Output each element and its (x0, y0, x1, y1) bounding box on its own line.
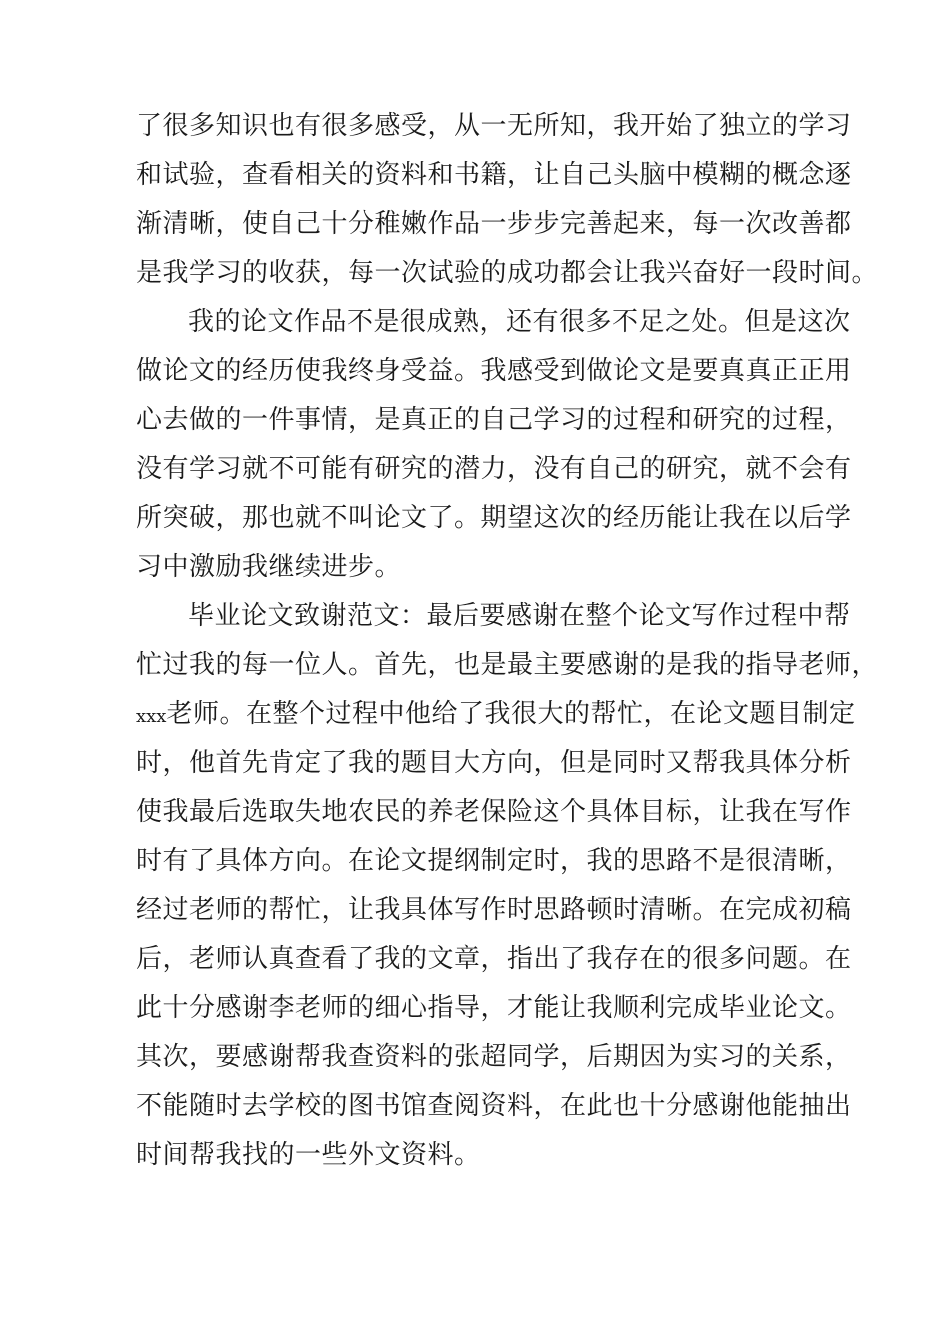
paragraph-line: 不能随时去学校的图书馆查阅资料，在此也十分感谢他能抽出 (136, 1091, 852, 1121)
paragraph-line: 后，老师认真查看了我的文章，指出了我存在的很多问题。在 (136, 944, 852, 974)
document-body (136, 102, 879, 1180)
paragraph-line: 心去做的一件事情，是真正的自己学习的过程和研究的过程， (136, 405, 852, 435)
paragraph-line: 没有学习就不可能有研究的潜力，没有自己的研究，就不会有 (136, 454, 852, 484)
paragraph-line: 时有了具体方向。在论文提纲制定时，我的思路不是很清晰， (136, 846, 852, 876)
paragraph-line: 时间帮我找的一些外文资料。 (136, 1140, 481, 1170)
paragraph-first-line: 毕业论文致谢范文：最后要感谢在整个论文写作过程中帮 (188, 601, 851, 631)
paragraph-line: 渐清晰，使自己十分稚嫩作品一步步完善起来，每一次改善都 (136, 209, 852, 239)
paragraph-line: 做论文的经历使我终身受益。我感受到做论文是要真真正正用 (136, 356, 852, 386)
paragraph-line: 使我最后选取失地农民的养老保险这个具体目标，让我在写作 (136, 797, 852, 827)
paragraph-line: 经过老师的帮忙，让我具体写作时思路顿时清晰。在完成初稿 (136, 895, 852, 925)
paragraph-line: 忙过我的每一位人。首先，也是最主要感谢的是我的指导老师， (136, 650, 879, 680)
paragraph-line (136, 690, 856, 739)
paragraph-line: 其次，要感谢帮我查资料的张超同学，后期因为实习的关系， (136, 1042, 852, 1072)
paragraph-line: 和试验，查看相关的资料和书籍，让自己头脑中模糊的概念逐 (136, 160, 852, 190)
paragraph-line: 此十分感谢李老师的细心指导，才能让我顺利完成毕业论文。 (136, 993, 852, 1023)
paragraph-first-line: 我的论文作品不是很成熟，还有很多不足之处。但是这次 (188, 307, 851, 337)
paragraph-line: 是我学习的收获，每一次试验的成功都会让我兴奋好一段时间。 (136, 258, 879, 288)
paragraph-line: 了很多知识也有很多感受，从一无所知，我开始了独立的学习 (136, 111, 852, 141)
paragraph-line: 习中激励我继续进步。 (136, 552, 402, 582)
paragraph-line: 时，他首先肯定了我的题目大方向，但是同时又帮我具体分析 (136, 748, 852, 778)
placeholder-name: xxx (136, 706, 167, 727)
paragraph-line: 所突破，那也就不叫论文了。期望这次的经历能让我在以后学 (136, 503, 852, 533)
line-text: 老师。在整个过程中他给了我很大的帮忙，在论文题目制定 (166, 699, 856, 729)
